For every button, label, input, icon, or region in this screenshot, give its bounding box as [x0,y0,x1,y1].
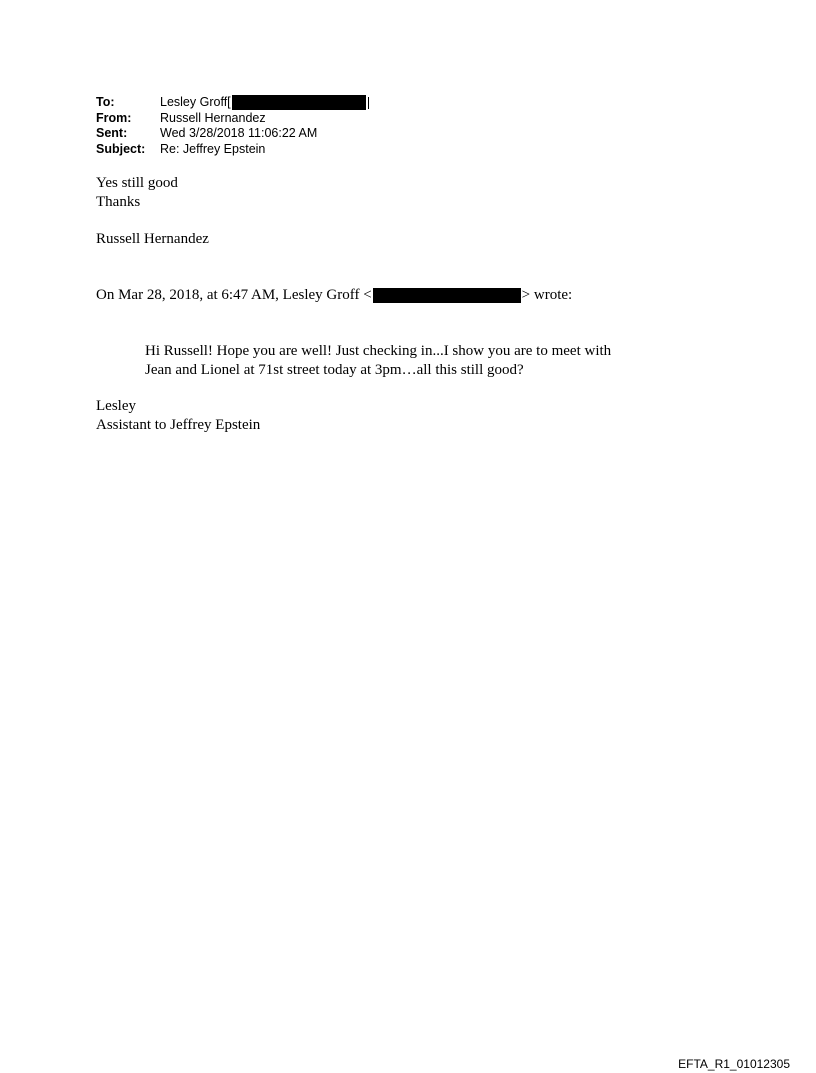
header-from-row [96,111,369,127]
email-header [96,95,369,157]
header-sent-row [96,126,369,142]
reply-body [96,174,178,211]
closing-title: Assistant to Jeffrey Epstein [96,416,261,433]
quoted-line: Hi Russell! Hope you are well! Just checking in...I show you are to meet with [145,343,612,359]
quoted-message [145,342,611,379]
quote-intro [96,286,572,305]
subject-label: Subject: [96,141,146,156]
quoted-signature [96,397,260,434]
to-value [160,95,369,111]
quote-intro-suffix: > wrote: [521,287,573,303]
document-id: EFTA_R1_01012305 [678,1057,790,1071]
to-name: Lesley Groff[ [160,95,231,109]
from-value: Russell Hernandez [160,110,266,125]
quoted-line: Jean and Lionel at 71st street today at 3pm…all this still good? [145,361,524,378]
subject-value: Re: Jeffrey Epstein [160,141,266,156]
header-to-row [96,95,369,111]
redaction-bar [373,288,521,303]
redaction-bar [232,95,366,110]
reply-line: Thanks [96,193,141,210]
sent-value: Wed 3/28/2018 11:06:22 AM [160,126,318,140]
to-label: To: [96,95,115,109]
reply-line: Yes still good [96,175,178,191]
closing-name: Lesley [96,398,136,414]
sent-label: Sent: [96,126,128,140]
header-subject-row [96,142,369,158]
to-close-bracket [368,97,369,109]
from-label: From: [96,110,132,125]
sender-signature: Russell Hernandez [96,231,209,247]
quote-intro-prefix: On Mar 28, 2018, at 6:47 AM, Lesley Groff < [96,287,372,303]
